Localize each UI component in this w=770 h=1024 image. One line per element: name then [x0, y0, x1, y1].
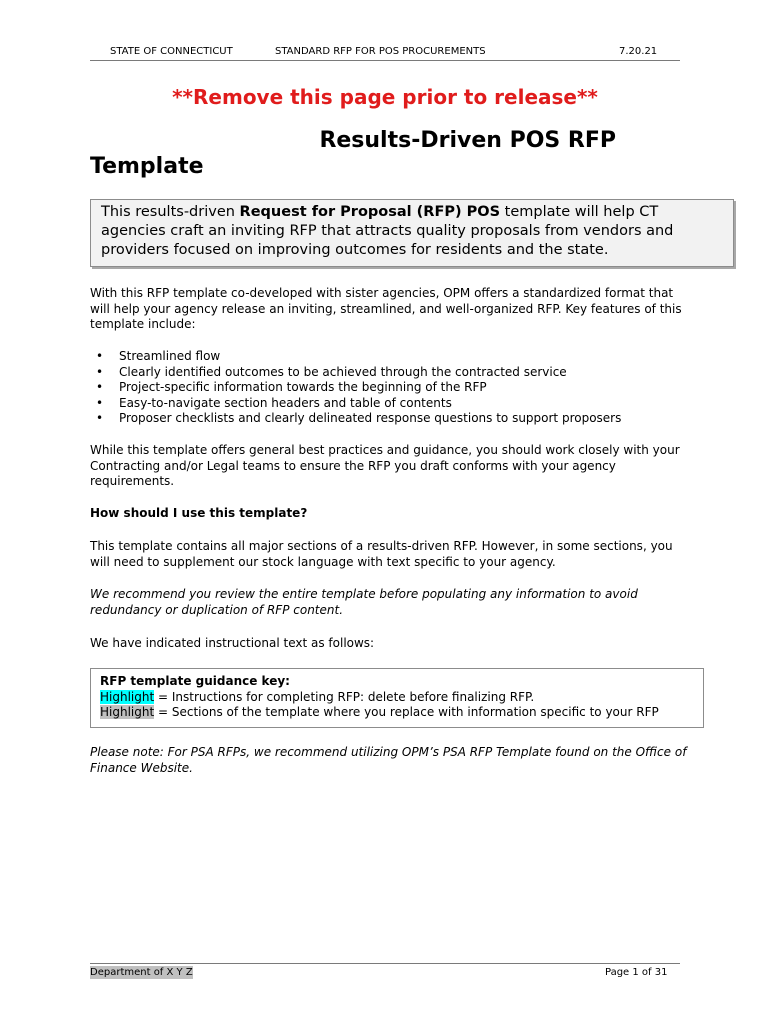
bullet-icon: • [96, 349, 104, 363]
guidance-paragraph: While this template offers general best practices and guidance, you should work closely with your Contracting and/or Legal teams to ensure the RFP you draft conforms with your agency requirements. [90, 443, 680, 488]
header-divider [90, 60, 680, 61]
recommendation-paragraph: We recommend you review the entire template before populating any information to avoid redundancy or duplication of RFP content. [90, 587, 638, 617]
list-item-text: Easy-to-navigate section headers and table of contents [119, 395, 452, 410]
guidance-key-row-text: = Sections of the template where you replace with information specific to your RFP [154, 705, 659, 719]
page-title-line1: Results-Driven POS RFP [319, 128, 616, 153]
list-item [90, 380, 690, 396]
list-item-text: Project-specific information towards the beginning of the RFP [119, 380, 487, 394]
guidance-key-row-instructions [100, 690, 694, 706]
features-paragraph: With this RFP template co-developed with sister agencies, OPM offers a standardized format that will help your agency release an inviting, streamlined, and well-organized RFP. Key features of this template include: [90, 286, 682, 331]
list-item-text: Proposer checklists and clearly delineated response questions to support proposers [119, 411, 622, 425]
footer-page-number: Page 1 of 31 [605, 967, 668, 978]
guidance-key-row-text: = Instructions for completing RFP: delete before finalizing RFP. [154, 689, 535, 704]
bullet-icon: • [96, 395, 104, 410]
intro-bold-text: Request for Proposal (RFP) POS [239, 204, 501, 220]
intro-text: This results-driven [101, 204, 240, 220]
page-title-line2: Template [90, 154, 204, 179]
removal-notice: **Remove this page prior to release** [172, 85, 598, 109]
list-item-text: Clearly identified outcomes to be achieved through the contracted service [119, 364, 567, 379]
list-item [90, 365, 690, 381]
highlight-gray-sample: Highlight [100, 705, 155, 719]
highlight-cyan-sample: Highlight [100, 689, 155, 704]
guidance-key-title: RFP template guidance key: [100, 674, 290, 688]
features-list [90, 349, 690, 427]
guidance-key-row-replace [100, 705, 694, 721]
intro-callout [90, 199, 734, 267]
footer-divider [90, 963, 680, 964]
usage-heading: How should I use this template? [90, 506, 308, 520]
list-item [90, 349, 690, 365]
sections-paragraph: This template contains all major sections of a results-driven RFP. However, in some sections, you will need to supplement our stock language with text specific to your agency. [90, 539, 673, 569]
intro-text-rest: template will help CT agencies craft an inviting RFP that attracts quality proposals from vendors and providers focused on improving outcomes for residents and the state. [101, 204, 674, 258]
bullet-icon: • [96, 411, 104, 425]
list-item [90, 411, 690, 427]
bullet-icon: • [96, 364, 104, 379]
list-item-text: Streamlined flow [119, 349, 221, 363]
list-item [90, 396, 690, 412]
guidance-key-box [90, 668, 704, 728]
header-doc-title: STANDARD RFP FOR POS PROCUREMENTS [275, 46, 486, 57]
header-agency: STATE OF CONNECTICUT [110, 46, 233, 57]
header-date: 7.20.21 [619, 46, 658, 57]
psa-note-paragraph: Please note: For PSA RFPs, we recommend utilizing OPM’s PSA RFP Template found on the Office of Finance Website. [90, 745, 687, 775]
footer-department: Department of X Y Z [90, 967, 193, 978]
instructional-text-intro: We have indicated instructional text as follows: [90, 636, 375, 650]
bullet-icon: • [96, 380, 104, 394]
